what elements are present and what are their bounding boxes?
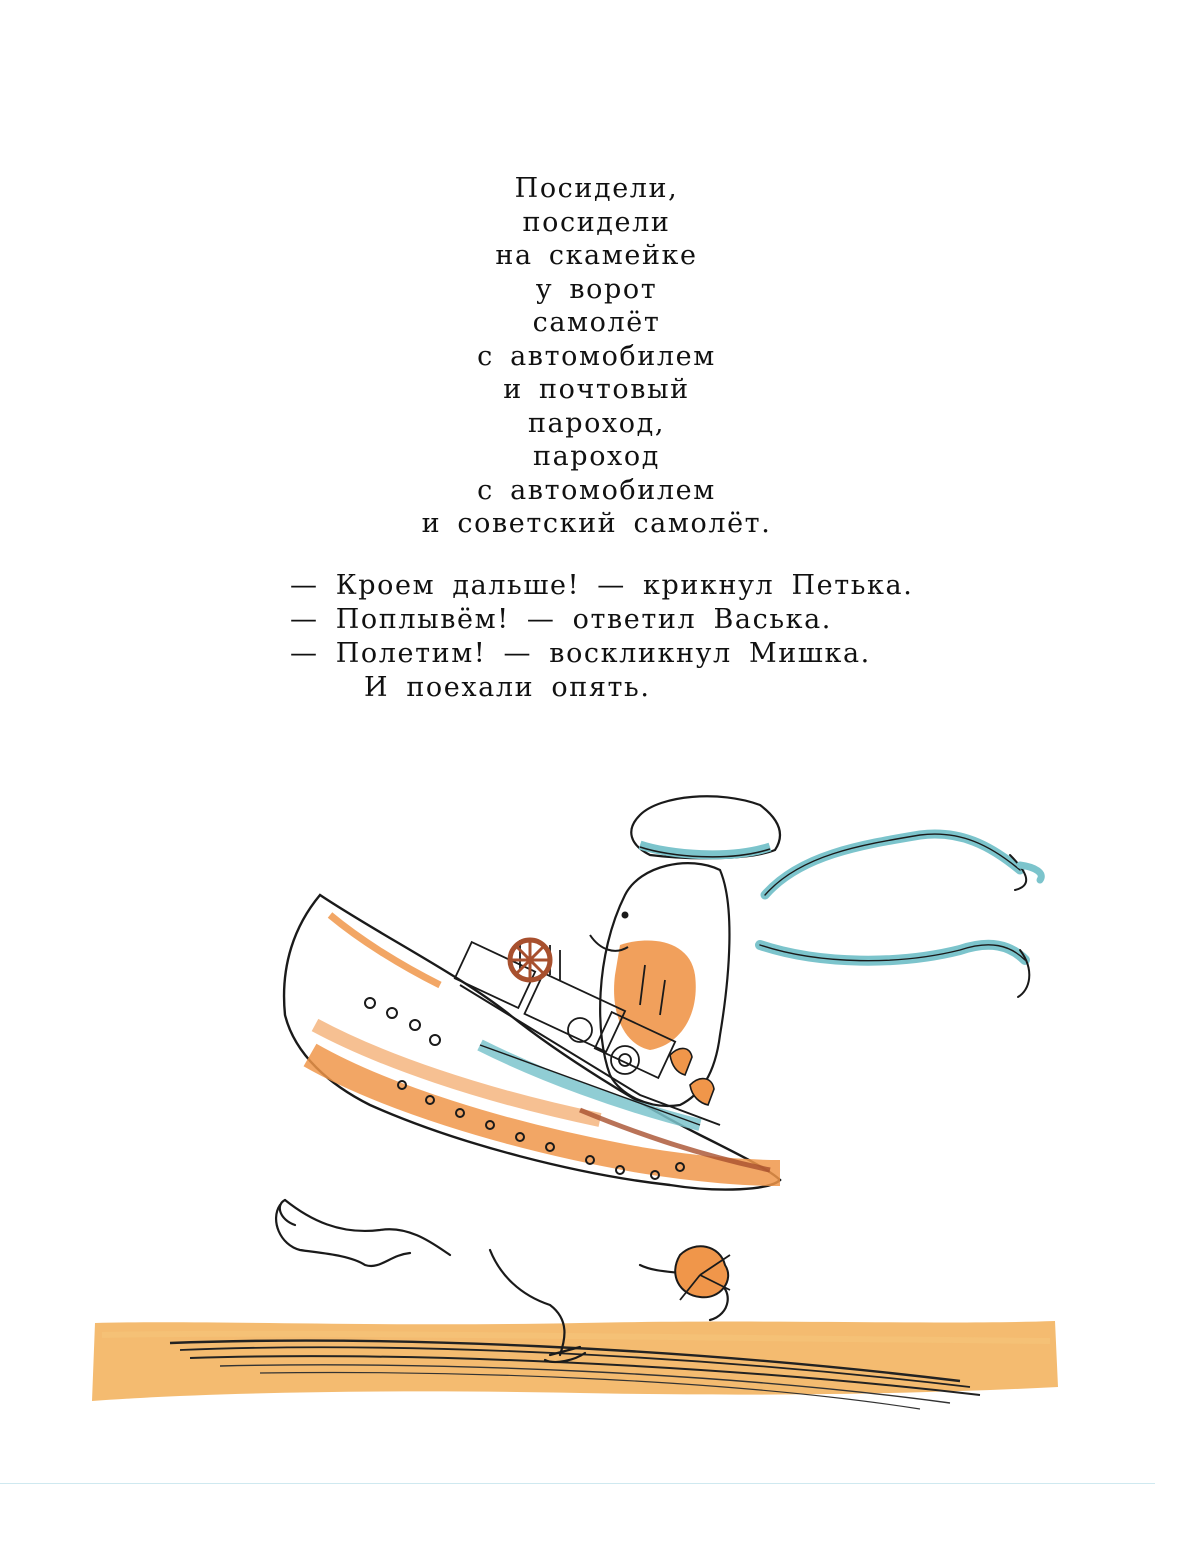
ribbons xyxy=(760,834,1041,997)
dialogue-line-vaska: — Поплывём! — ответил Васька. xyxy=(290,604,832,635)
dialogue-block xyxy=(290,569,913,705)
ground-strokes xyxy=(92,1321,1058,1409)
poem-line: Посидели, xyxy=(514,173,679,204)
poem-line: на скамейке xyxy=(495,240,698,271)
poem-line: пароход, xyxy=(527,407,666,439)
poem-line: с автомобилем xyxy=(477,340,716,372)
poem-line: пароход xyxy=(533,441,660,472)
propeller xyxy=(675,1246,730,1300)
dialogue-line-closing: И поехали опять. xyxy=(364,672,651,703)
poem-line: посидели xyxy=(522,206,671,238)
poem-line: и почтовый xyxy=(503,374,690,405)
steamboat-sailor-illustration xyxy=(80,775,1080,1445)
poem-line: и советский самолёт. xyxy=(421,508,772,539)
poem-line: с автомобилем xyxy=(477,474,716,506)
ship-wheel xyxy=(510,940,550,980)
poem-line: у ворот xyxy=(535,273,658,305)
poem-stanza xyxy=(0,172,1193,541)
poem-line: самолёт xyxy=(532,307,661,338)
dialogue-line-petka: — Кроем дальше! — крикнул Петька. xyxy=(290,570,914,601)
page-bottom-rule xyxy=(0,1483,1155,1484)
dialogue-line-mishka: — Полетим! — воскликнул Мишка. xyxy=(290,638,871,669)
